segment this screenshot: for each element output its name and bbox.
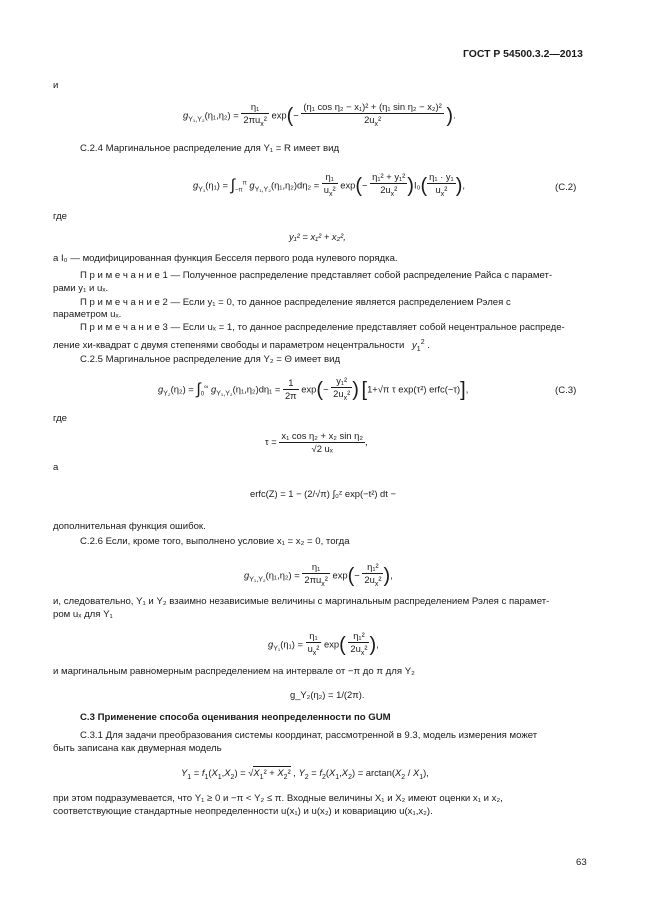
text-uniform: и маргинальным равномерным распределением на интервале от −π до π для Y₂ xyxy=(53,666,415,677)
text-final-line-a: при этом подразумевается, что Y₁ ≥ 0 и −π < Y₂ ≤ π. Входные величины X₁ и X₂ имеют оценки x₁ и x₂, xyxy=(53,793,503,804)
standard-header: ГОСТ Р 54500.3.2—2013 xyxy=(463,49,583,60)
text-where-1: где xyxy=(53,211,68,222)
text-independent-line-a: и, следовательно, Y₁ и Y₂ взаимно независимые величины с маргинальным распределением Рэлея с парамет- xyxy=(53,596,550,607)
tau-numerator: x₁ cos η₂ + x₂ sin η₂ xyxy=(281,430,363,441)
note-1-line-a: П р и м е ч а н и е 1 — Полученное распределение представляет собой распределение Райса с парамет- xyxy=(80,270,553,281)
equation-model: $Y_1 = f_1(X_1,X_2) = √X_1^2 + X_2^2$ , $Y_2 = f_2(X_1,X_2) = \arctan(X_2 / X_1)$, xyxy=(181,767,429,781)
equation-label-c3: (С.3) xyxy=(555,385,577,396)
equation-joint-rayleigh: $g_{Y_1,Y_2}(\eta_1,\eta_2)$ = $\frac{\text{η₁}}{2\pi u_x^2}$ exp(− $\frac{\text{η₁²}}{2u_x^2}$ ), xyxy=(244,561,393,588)
equation-joint-pdf: $g_{Y_1,Y_2}(\eta_1,\eta_2)$ = $\frac{\text{η₁}}{2\pi u_x^2}$ exp(− $\frac{\text{(η₁ cos η₂ − x₁)² + (η₁ sin η₂ − x₂)²}}{2u_x^2}$ ). xyxy=(183,101,456,128)
tau-denominator: √2 uₓ xyxy=(311,443,333,454)
equation-erfc: erfc(Z) = 1 − (2/√π) ∫₀ᶻ exp(−t²) dt − xyxy=(250,488,396,499)
equation-tau: τ = $\frac{\text{x₁ cos η₂ + x₂ sin η₂}}{\text{√2 uₓ}}$ , xyxy=(265,430,368,454)
equation-c2: $g_{Y_1}(\eta_1) = \int_{-\pi}^\pi$ $g_{Y_1,Y_2}(\eta_1,\eta_2)d\eta_2$ = $\frac{\text{η₁}}{u_x^2}$ exp(− $\frac{\text{η₁² + y₁²}}{2u_x^2}$ )I₀( $\frac{\text{η₁ · y₁}}{u_x^2}$ ), xyxy=(193,171,465,198)
text-independent-line-b: ром uₓ для Y₁ xyxy=(53,609,113,620)
text-erfc-description: дополнительная функция ошибок. xyxy=(53,521,206,532)
section-c31-line-b: быть записана как двумерная модель xyxy=(53,743,222,754)
section-c25: С.2.5 Маргинальное распределение для Y₂ = Θ имеет вид xyxy=(80,354,341,365)
equation-y1-squared: y₁² = x₁² + x₂², xyxy=(289,231,346,242)
note-3-line-a: П р и м е ч а н и е 3 — Если uₓ = 1, то данное распределение представляет собой нецентральное распреде- xyxy=(80,322,565,333)
note-2-line-a: П р и м е ч а н и е 2 — Если y₁ = 0, то данное распределение является распределением Рэлея с xyxy=(80,297,511,308)
section-c26: С.2.6 Если, кроме того, выполнено условие x₁ = x₂ = 0, тогда xyxy=(80,536,350,547)
equation-rayleigh-marginal: $g_{Y_1}(\eta_1)$ = $\frac{\text{η₁}}{u_x^2}$ exp( $\frac{\text{η₁²}}{2u_x^2}$ ), xyxy=(268,630,379,657)
text-and: и xyxy=(53,80,59,91)
text-a: а xyxy=(53,462,59,473)
section-c3-heading: С.3 Применение способа оценивания неопределенности по GUM xyxy=(80,712,391,723)
text-where-2: где xyxy=(53,413,68,424)
equation-label-c2: (С.2) xyxy=(555,182,577,193)
tau-lhs: τ = xyxy=(265,435,277,447)
equation-c3: $g_{Y_2}(\eta_2) = \int_0^\infty$ $g_{Y_1,Y_2}(\eta_1,\eta_2)d\eta_1$ = $\frac{1}{2\pi}$ exp(− $\frac{\text{y₁²}}{2u_x^2}$ ) [1+√π τ exp(τ²) erfc(−τ)], xyxy=(158,375,469,402)
section-c31-line-a: С.3.1 Для задачи преобразования системы координат, рассмотренной в 9.3, модель измерения может xyxy=(80,730,538,741)
note-2-line-b: параметром uₓ. xyxy=(53,309,122,320)
text-final-line-b: соответствующие стандартные неопределенности u(x₁) и u(x₂) и ковариацию u(x₁,x₂). xyxy=(53,806,433,817)
note-1-line-b: рами y₁ и uₓ. xyxy=(53,283,109,294)
text-i0: а I₀ — модифицированная функция Бесселя первого рода нулевого порядка. xyxy=(53,253,398,264)
note-3-line-b: ление хи-квадрат с двумя степенями свободы и параметром нецентральности $y_1^2$ . xyxy=(53,339,430,354)
page-number: 63 xyxy=(576,857,587,868)
note-3-text: ление хи-квадрат с двумя степенями свободы и параметром нецентральности xyxy=(53,340,405,352)
section-c24: С.2.4 Маргинальное распределение для Y₁ = R имеет вид xyxy=(80,143,340,154)
equation-uniform: g_Y₂(η₂) = 1/(2π). xyxy=(290,689,365,700)
